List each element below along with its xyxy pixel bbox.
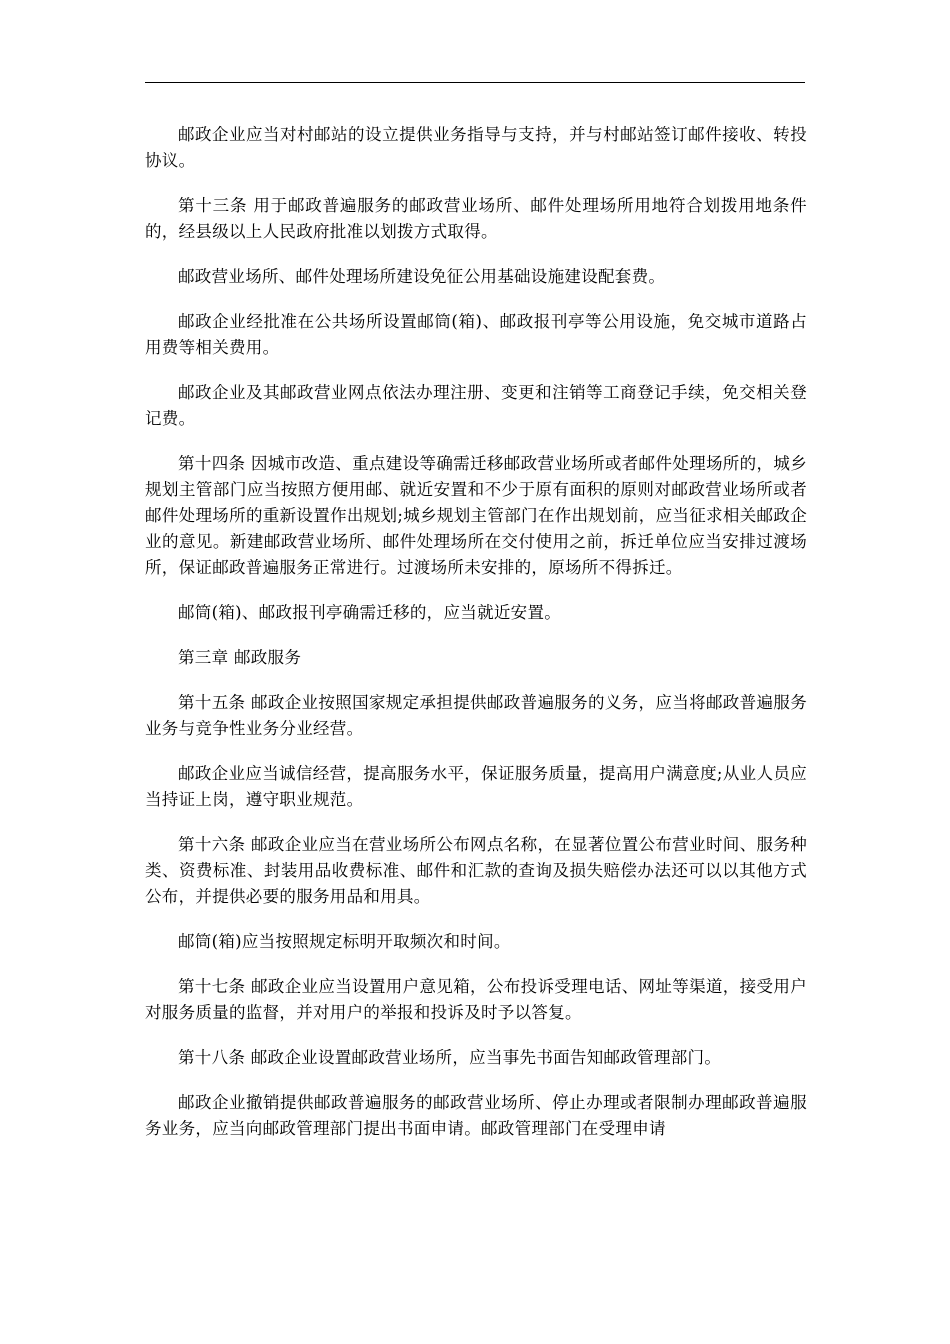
paragraph: 邮政企业撤销提供邮政普遍服务的邮政营业场所、停止办理或者限制办理邮政普遍服务业务，应当向邮政管理部门提出书面申请。邮政管理部门在受理申请 bbox=[145, 1093, 807, 1138]
chapter-heading: 第三章 邮政服务 bbox=[178, 648, 302, 667]
article-17-paragraph: 第十七条 邮政企业应当设置用户意见箱，公布投诉受理电话、网址等渠道，接受用户对服务质量的监督，并对用户的举报和投诉及时予以答复。 bbox=[145, 977, 807, 1022]
paragraph: 邮政企业经批准在公共场所设置邮筒(箱)、邮政报刊亭等公用设施，免交城市道路占用费等相关费用。 bbox=[145, 312, 807, 357]
paragraph: 邮政企业应当对村邮站的设立提供业务指导与支持，并与村邮站签订邮件接收、转投协议。 bbox=[145, 125, 807, 170]
paragraph: 邮筒(箱)应当按照规定标明开取频次和时间。 bbox=[178, 932, 511, 951]
article-16-paragraph: 第十六条 邮政企业应当在营业场所公布网点名称，在显著位置公布营业时间、服务种类、资费标准、封装用品收费标准、邮件和汇款的查询及损失赔偿办法还可以以其他方式公布，并提供必要的服务用品和用具。 bbox=[145, 835, 807, 906]
article-14-paragraph: 第十四条 因城市改造、重点建设等确需迁移邮政营业场所或者邮件处理场所的，城乡规划主管部门应当按照方便用邮、就近安置和不少于原有面积的原则对邮政营业场所或者邮件处理场所的重新设置作出规划;城乡规划主管部门在作出规划前，应当征求相关邮政企业的意见。新建邮政营业场所、邮件处理场所在交付使用之前，拆迁单位应当安排过渡场所，保证邮政普遍服务正常进行。过渡场所未安排的，原场所不得拆迁。 bbox=[145, 454, 807, 577]
article-18-paragraph: 第十八条 邮政企业设置邮政营业场所，应当事先书面告知邮政管理部门。 bbox=[178, 1048, 722, 1067]
paragraph: 邮筒(箱)、邮政报刊亭确需迁移的，应当就近安置。 bbox=[178, 603, 562, 622]
paragraph: 邮政企业应当诚信经营，提高服务水平，保证服务质量，提高用户满意度;从业人员应当持证上岗，遵守职业规范。 bbox=[145, 764, 807, 809]
paragraph: 邮政营业场所、邮件处理场所建设免征公用基础设施建设配套费。 bbox=[178, 267, 666, 286]
article-15-paragraph: 第十五条 邮政企业按照国家规定承担提供邮政普遍服务的义务，应当将邮政普遍服务业务与竞争性业务分业经营。 bbox=[145, 693, 807, 738]
header-rule bbox=[145, 82, 805, 83]
paragraph: 邮政企业及其邮政营业网点依法办理注册、变更和注销等工商登记手续，免交相关登记费。 bbox=[145, 383, 807, 428]
article-13-paragraph: 第十三条 用于邮政普遍服务的邮政营业场所、邮件处理场所用地符合划拨用地条件的，经县级以上人民政府批准以划拨方式取得。 bbox=[145, 196, 807, 241]
document-body bbox=[145, 122, 807, 1161]
